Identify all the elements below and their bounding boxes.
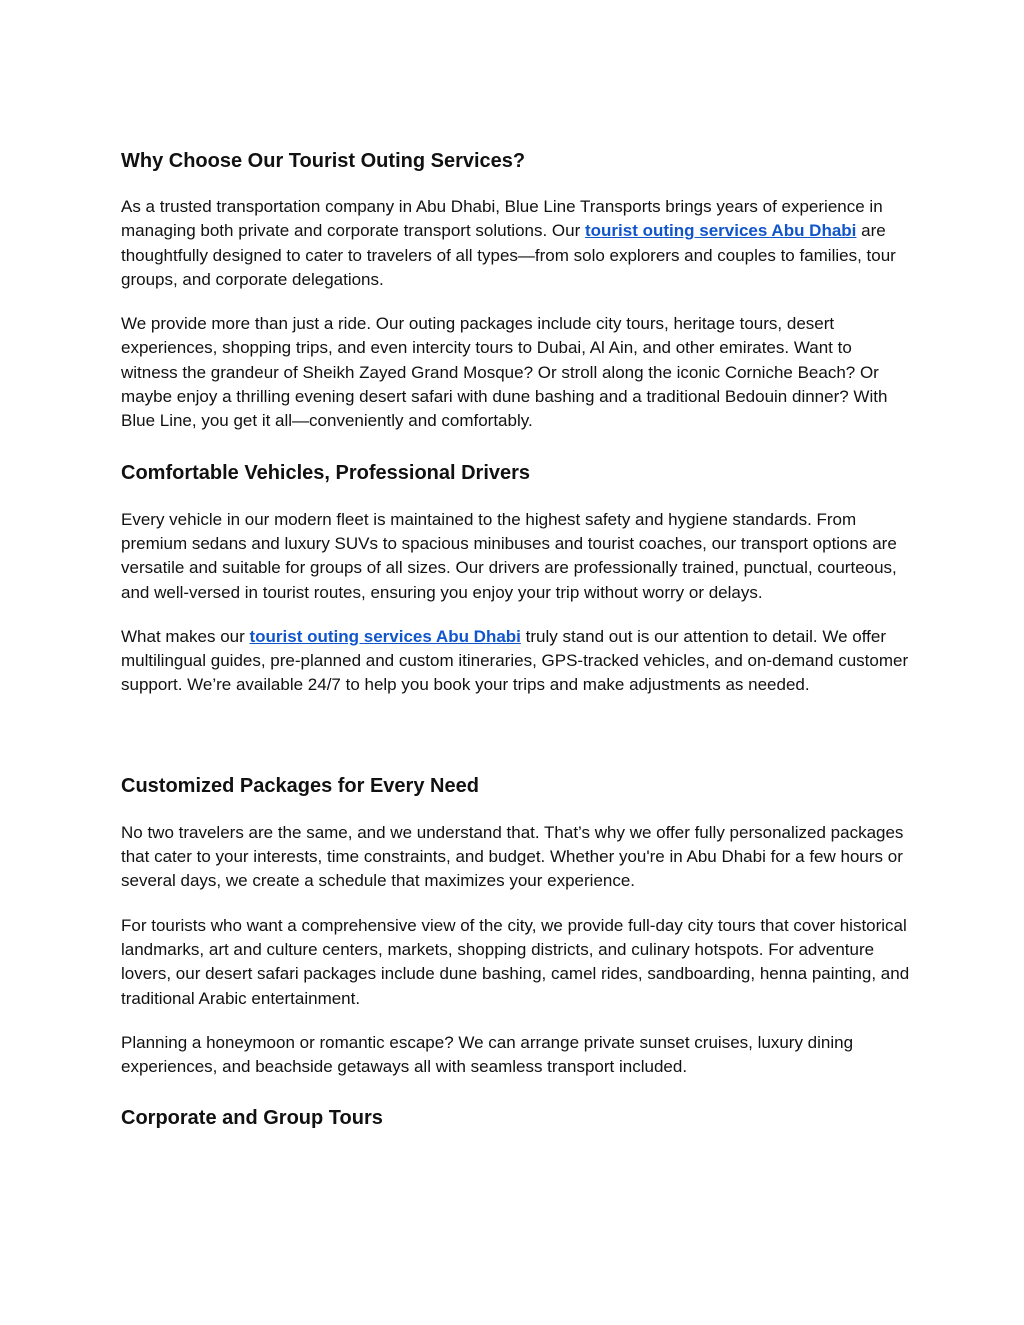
- paragraph-text: As a trusted transportation company in Abu Dhabi, Blue Line Transports brings years of experience in managing both private and corporate transport solutions. Our: [121, 197, 883, 241]
- paragraph-more-than-ride: We provide more than just a ride. Our outing packages include city tours, heritage tours, desert experiences, shopping trips, and even intercity tours to Dubai, Al Ain, and other emirates. Want to witness the grandeur of Sheikh Zayed Grand Mosque? Or stroll along the iconic Corniche Beach? Or maybe enjoy a thrilling evening desert safari with dune bashing and a traditional Bedouin dinner? With Blue Line, you get it all—conveniently and comfortably.: [121, 314, 888, 431]
- tourist-outing-link[interactable]: tourist outing services Abu Dhabi: [585, 221, 857, 241]
- tourist-outing-link[interactable]: tourist outing services Abu Dhabi: [249, 626, 521, 646]
- document-page: [121, 148, 911, 1131]
- paragraph-fleet: Every vehicle in our modern fleet is maintained to the highest safety and hygiene standards. From premium sedans and luxury SUVs to spacious minibuses and tourist coaches, our transport options are versatile and suitable for groups of all sizes. Our drivers are professionally trained, punctual, courteous, and well-versed in tourist routes, ensuring you enjoy your trip without worry or delays.: [121, 509, 897, 602]
- paragraph-intro: [121, 195, 911, 292]
- paragraph-text: What makes our: [121, 626, 250, 646]
- section-heading-vehicles: Comfortable Vehicles, Professional Drivers: [121, 461, 531, 484]
- paragraph-personalized: No two travelers are the same, and we understand that. That’s why we offer fully personalized packages that cater to your interests, time constraints, and budget. Whether you're in Abu Dhabi for a few hours or several days, we create a schedule that maximizes your experience.: [121, 822, 904, 891]
- section-heading-corporate: Corporate and Group Tours: [121, 1107, 383, 1130]
- paragraph-text: truly stand out is our attention to detail. We offer multilingual guides, pre-planned and custom itineraries, GPS-tracked vehicles, and on-demand customer support. We’re available 24/7 to help you book your trips and make adjustments as needed.: [121, 626, 909, 695]
- paragraph-text: are thoughtfully designed to cater to travelers of all types—from solo explorers and couples to families, tour groups, and corporate delegations.: [121, 221, 896, 289]
- paragraph-city-tours: For tourists who want a comprehensive view of the city, we provide full-day city tours that cover historical landmarks, art and culture centers, markets, shopping districts, and culinary hotspots. For adventure lovers, our desert safari packages include dune bashing, camel rides, sandboarding, henna painting, and traditional Arabic entertainment.: [121, 915, 910, 1008]
- paragraph-details: [121, 625, 911, 698]
- section-heading-packages: Customized Packages for Every Need: [121, 774, 479, 797]
- section-heading-why-choose: Why Choose Our Tourist Outing Services?: [121, 150, 526, 172]
- paragraph-honeymoon: Planning a honeymoon or romantic escape? We can arrange private sunset cruises, luxury dining experiences, and beachside getaways all with seamless transport included.: [121, 1032, 854, 1077]
